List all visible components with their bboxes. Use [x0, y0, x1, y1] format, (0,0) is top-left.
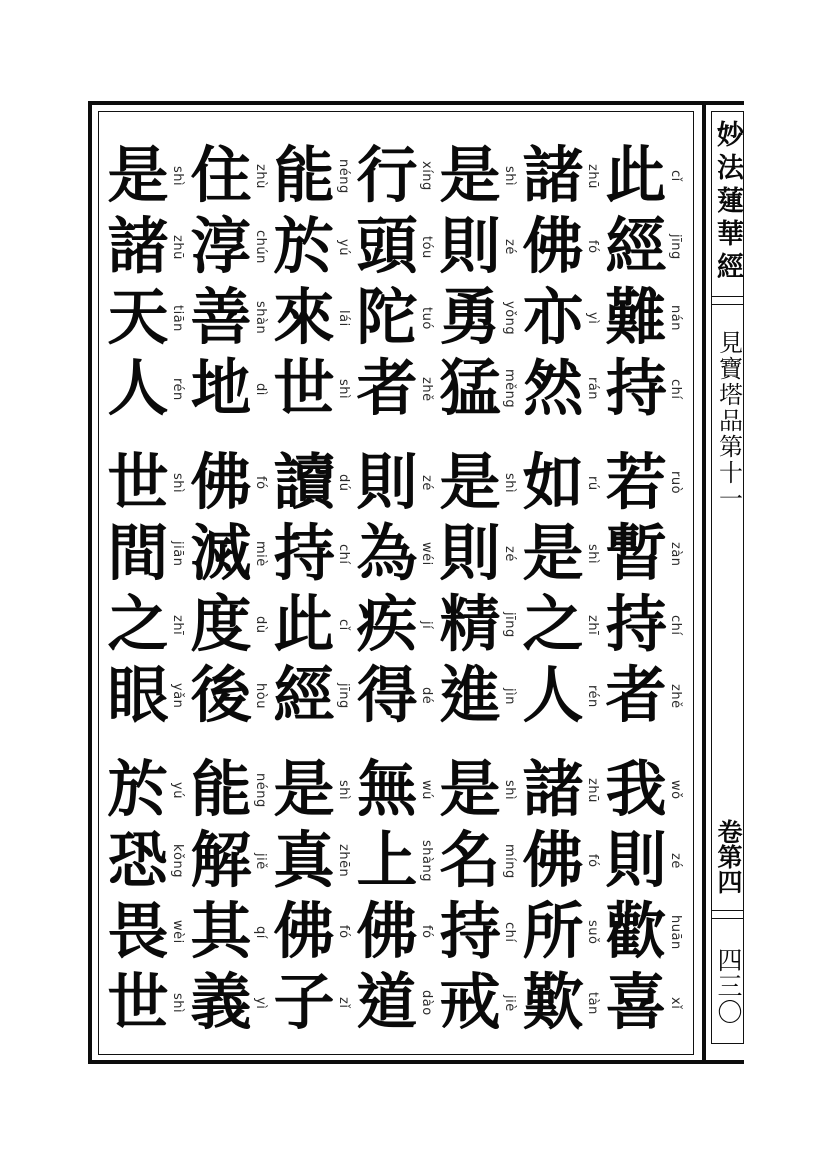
hanzi-glyph: 之: [522, 591, 584, 659]
pinyin-annotation: chí: [668, 378, 683, 400]
hanzi-glyph: 世: [273, 355, 335, 423]
pinyin-annotation: fó: [336, 925, 351, 939]
frame-top-border: [88, 101, 744, 105]
verse-character-cell: [522, 898, 602, 966]
hanzi-glyph: 善: [190, 284, 252, 352]
verse-character-cell: [522, 756, 602, 824]
verse-character-cell: [273, 142, 353, 210]
frame-left-border: [88, 101, 92, 1064]
pinyin-annotation: kǒng: [170, 844, 185, 878]
verse-column: [107, 142, 187, 423]
verse-column: [356, 449, 436, 730]
verse-character-cell: [439, 591, 519, 659]
pinyin-annotation: huān: [668, 914, 683, 950]
verse-character-cell: [522, 591, 602, 659]
hanzi-glyph: 暫: [605, 520, 667, 588]
verse-character-cell: [439, 898, 519, 966]
pinyin-annotation: jìn: [502, 687, 517, 705]
verse-character-cell: [356, 969, 436, 1037]
hanzi-glyph: 真: [273, 827, 335, 895]
pinyin-annotation: rén: [170, 377, 185, 401]
pinyin-annotation: dì: [253, 382, 268, 396]
verse-column: [356, 756, 436, 1037]
pinyin-annotation: jiān: [170, 541, 185, 567]
pinyin-annotation: yǎn: [170, 683, 185, 709]
verse-character-cell: [190, 969, 270, 1037]
pinyin-annotation: yú: [170, 781, 185, 799]
hanzi-glyph: 此: [273, 591, 335, 659]
pinyin-annotation: dú: [336, 474, 351, 492]
verse-character-cell: [439, 520, 519, 588]
pinyin-annotation: néng: [336, 158, 351, 194]
pinyin-annotation: míng: [502, 843, 517, 879]
pinyin-annotation: shì: [170, 992, 185, 1014]
sidebar-divider: [712, 910, 743, 919]
hanzi-glyph: 世: [107, 449, 169, 517]
verse-character-cell: [273, 449, 353, 517]
hanzi-glyph: 能: [273, 142, 335, 210]
pinyin-annotation: zhě: [668, 683, 683, 709]
verse-band: [107, 449, 685, 730]
verse-character-cell: [356, 591, 436, 659]
verse-character-cell: [605, 355, 685, 423]
pinyin-annotation: jí: [419, 620, 434, 630]
pinyin-annotation: tóu: [419, 235, 434, 259]
chapter-volume-section: [715, 305, 740, 910]
pinyin-annotation: chí: [336, 543, 351, 565]
verse-character-cell: [356, 898, 436, 966]
pinyin-annotation: cǐ: [668, 170, 683, 182]
verse-character-cell: [439, 969, 519, 1037]
hanzi-glyph: 喜: [605, 969, 667, 1037]
pinyin-annotation: rén: [585, 684, 600, 708]
hanzi-glyph: 間: [107, 520, 169, 588]
hanzi-glyph: 眼: [107, 662, 169, 730]
pinyin-annotation: zhù: [253, 163, 268, 189]
pinyin-annotation: chí: [502, 921, 517, 943]
verse-character-cell: [273, 355, 353, 423]
pinyin-annotation: miè: [253, 541, 268, 567]
hanzi-glyph: 戒: [439, 969, 501, 1037]
hanzi-glyph: 淳: [190, 213, 252, 281]
pinyin-annotation: shì: [502, 472, 517, 494]
verse-character-cell: [190, 591, 270, 659]
hanzi-glyph: 勇: [439, 284, 501, 352]
pinyin-annotation: wú: [419, 780, 434, 800]
hanzi-glyph: 是: [273, 756, 335, 824]
hanzi-glyph: 如: [522, 449, 584, 517]
pinyin-annotation: shì: [336, 779, 351, 801]
verse-character-cell: [605, 142, 685, 210]
verse-character-cell: [107, 142, 187, 210]
pinyin-annotation: shì: [502, 165, 517, 187]
hanzi-glyph: 子: [273, 969, 335, 1037]
hanzi-glyph: 佛: [356, 898, 418, 966]
hanzi-glyph: 是: [107, 142, 169, 210]
page-number: 四三〇: [714, 947, 741, 1025]
hanzi-glyph: 後: [190, 662, 252, 730]
verse-character-cell: [356, 520, 436, 588]
hanzi-glyph: 是: [439, 142, 501, 210]
verse-character-cell: [107, 662, 187, 730]
verse-character-cell: [439, 449, 519, 517]
hanzi-glyph: 之: [107, 591, 169, 659]
verse-character-cell: [273, 827, 353, 895]
hanzi-glyph: 持: [439, 898, 501, 966]
verse-character-cell: [522, 355, 602, 423]
verse-column: [356, 142, 436, 423]
verse-column: [273, 142, 353, 423]
hanzi-glyph: 諸: [522, 756, 584, 824]
verse-character-cell: [190, 284, 270, 352]
hanzi-glyph: 地: [190, 355, 252, 423]
hanzi-glyph: 名: [439, 827, 501, 895]
pinyin-annotation: lái: [336, 309, 351, 327]
hanzi-glyph: 持: [273, 520, 335, 588]
pinyin-annotation: zé: [668, 853, 683, 869]
pinyin-annotation: wǒ: [668, 780, 683, 800]
pinyin-annotation: suǒ: [585, 919, 600, 945]
hanzi-glyph: 道: [356, 969, 418, 1037]
verse-character-cell: [107, 756, 187, 824]
hanzi-glyph: 來: [273, 284, 335, 352]
hanzi-glyph: 者: [356, 355, 418, 423]
pinyin-annotation: shì: [170, 472, 185, 494]
pinyin-annotation: zàn: [668, 541, 683, 567]
pinyin-annotation: jīng: [668, 234, 683, 260]
sidebar-divider: [712, 296, 743, 305]
pinyin-annotation: qí: [253, 925, 268, 939]
verse-character-cell: [522, 969, 602, 1037]
verse-character-cell: [439, 142, 519, 210]
pinyin-annotation: hòu: [253, 683, 268, 709]
pinyin-annotation: xíng: [419, 161, 434, 191]
hanzi-glyph: 是: [522, 520, 584, 588]
pinyin-annotation: yǒng: [502, 300, 517, 336]
pinyin-annotation: ruò: [668, 471, 683, 495]
pinyin-annotation: tàn: [585, 991, 600, 1015]
verse-character-cell: [356, 213, 436, 281]
hanzi-glyph: 人: [522, 662, 584, 730]
hanzi-glyph: 若: [605, 449, 667, 517]
hanzi-glyph: 所: [522, 898, 584, 966]
verse-character-cell: [605, 449, 685, 517]
verse-column: [273, 756, 353, 1037]
pinyin-annotation: yì: [585, 311, 600, 325]
pinyin-annotation: yì: [253, 996, 268, 1010]
hanzi-glyph: 佛: [273, 898, 335, 966]
verse-character-cell: [107, 898, 187, 966]
verse-character-cell: [605, 969, 685, 1037]
chapter-title: 見寶塔品第十一: [714, 330, 741, 512]
verse-character-cell: [522, 284, 602, 352]
verse-character-cell: [190, 662, 270, 730]
hanzi-glyph: 佛: [190, 449, 252, 517]
hanzi-glyph: 是: [439, 449, 501, 517]
verse-character-cell: [356, 449, 436, 517]
verse-character-cell: [273, 591, 353, 659]
verse-character-cell: [605, 213, 685, 281]
pinyin-annotation: fó: [253, 476, 268, 490]
verse-character-cell: [190, 355, 270, 423]
hanzi-glyph: 經: [273, 662, 335, 730]
hanzi-glyph: 無: [356, 756, 418, 824]
verse-character-cell: [273, 969, 353, 1037]
hanzi-glyph: 義: [190, 969, 252, 1037]
verse-character-cell: [522, 827, 602, 895]
verse-character-cell: [522, 213, 602, 281]
hanzi-glyph: 進: [439, 662, 501, 730]
verse-column: [107, 756, 187, 1037]
pinyin-annotation: zhī: [585, 614, 600, 636]
verse-column: [190, 142, 270, 423]
pinyin-annotation: dé: [419, 687, 434, 705]
verse-column: [522, 142, 602, 423]
hanzi-glyph: 此: [605, 142, 667, 210]
verse-column: [605, 449, 685, 730]
verse-column: [605, 756, 685, 1037]
verse-character-cell: [356, 355, 436, 423]
verse-character-cell: [356, 756, 436, 824]
verse-character-cell: [107, 969, 187, 1037]
pinyin-annotation: zhū: [585, 777, 600, 803]
pinyin-annotation: yú: [336, 238, 351, 256]
verse-column: [107, 449, 187, 730]
verse-character-cell: [605, 662, 685, 730]
verse-character-cell: [522, 662, 602, 730]
pinyin-annotation: měng: [502, 369, 517, 409]
hanzi-glyph: 諸: [522, 142, 584, 210]
verse-character-cell: [439, 662, 519, 730]
hanzi-glyph: 歎: [522, 969, 584, 1037]
pinyin-annotation: zé: [502, 546, 517, 562]
verse-character-cell: [356, 662, 436, 730]
page-number-section: [715, 919, 740, 1043]
verse-column: [439, 142, 519, 423]
verse-column: [605, 142, 685, 423]
pinyin-annotation: rán: [585, 377, 600, 401]
pinyin-annotation: fó: [585, 854, 600, 868]
verse-character-cell: [605, 284, 685, 352]
hanzi-glyph: 滅: [190, 520, 252, 588]
hanzi-glyph: 恐: [107, 827, 169, 895]
hanzi-glyph: 天: [107, 284, 169, 352]
frame-bottom-border: [88, 1060, 744, 1064]
pinyin-annotation: zé: [502, 239, 517, 255]
verse-grid: [98, 111, 694, 1055]
verse-character-cell: [356, 284, 436, 352]
hanzi-glyph: 疾: [356, 591, 418, 659]
verse-character-cell: [439, 756, 519, 824]
verse-band: [107, 142, 685, 423]
hanzi-glyph: 諸: [107, 213, 169, 281]
book-title: 妙法蓮華經: [713, 120, 743, 285]
hanzi-glyph: 人: [107, 355, 169, 423]
pinyin-annotation: chún: [253, 230, 268, 264]
pinyin-annotation: zé: [419, 475, 434, 491]
hanzi-glyph: 能: [190, 756, 252, 824]
hanzi-glyph: 經: [605, 213, 667, 281]
verse-character-cell: [605, 898, 685, 966]
verse-character-cell: [190, 142, 270, 210]
pinyin-annotation: nán: [668, 305, 683, 331]
verse-column: [190, 449, 270, 730]
hanzi-glyph: 則: [356, 449, 418, 517]
verse-character-cell: [605, 827, 685, 895]
hanzi-glyph: 者: [605, 662, 667, 730]
hanzi-glyph: 我: [605, 756, 667, 824]
pinyin-annotation: dù: [253, 616, 268, 634]
verse-character-cell: [107, 213, 187, 281]
pinyin-annotation: jīng: [336, 683, 351, 709]
verse-character-cell: [107, 591, 187, 659]
verse-column: [439, 756, 519, 1037]
hanzi-glyph: 行: [356, 142, 418, 210]
hanzi-glyph: 則: [439, 213, 501, 281]
hanzi-glyph: 佛: [522, 827, 584, 895]
verse-column: [190, 756, 270, 1037]
verse-character-cell: [190, 213, 270, 281]
hanzi-glyph: 於: [273, 213, 335, 281]
verse-column: [439, 449, 519, 730]
pinyin-annotation: cǐ: [336, 619, 351, 631]
hanzi-glyph: 其: [190, 898, 252, 966]
verse-character-cell: [273, 213, 353, 281]
verse-column: [522, 756, 602, 1037]
verse-character-cell: [190, 827, 270, 895]
hanzi-glyph: 是: [439, 756, 501, 824]
pinyin-annotation: fó: [419, 925, 434, 939]
hanzi-glyph: 持: [605, 591, 667, 659]
pinyin-annotation: fó: [585, 240, 600, 254]
title-sidebar: [711, 111, 744, 1044]
pinyin-annotation: chí: [668, 614, 683, 636]
verse-character-cell: [107, 355, 187, 423]
verse-band: [107, 756, 685, 1037]
pinyin-annotation: tuó: [419, 306, 434, 330]
hanzi-glyph: 則: [605, 827, 667, 895]
verse-column: [522, 449, 602, 730]
hanzi-glyph: 住: [190, 142, 252, 210]
verse-character-cell: [273, 520, 353, 588]
verse-character-cell: [605, 756, 685, 824]
pinyin-annotation: zhě: [419, 376, 434, 402]
pinyin-annotation: shì: [170, 165, 185, 187]
hanzi-glyph: 然: [522, 355, 584, 423]
hanzi-glyph: 亦: [522, 284, 584, 352]
hanzi-glyph: 頭: [356, 213, 418, 281]
hanzi-glyph: 則: [439, 520, 501, 588]
pinyin-annotation: jiě: [253, 852, 268, 870]
verse-character-cell: [190, 449, 270, 517]
hanzi-glyph: 猛: [439, 355, 501, 423]
verse-character-cell: [107, 284, 187, 352]
hanzi-glyph: 度: [190, 591, 252, 659]
verse-character-cell: [522, 142, 602, 210]
verse-character-cell: [107, 449, 187, 517]
pinyin-annotation: shàng: [419, 840, 434, 882]
verse-character-cell: [605, 520, 685, 588]
pinyin-annotation: dào: [419, 990, 434, 1016]
verse-character-cell: [107, 827, 187, 895]
pinyin-annotation: zǐ: [336, 997, 351, 1009]
hanzi-glyph: 上: [356, 827, 418, 895]
pinyin-annotation: zhēn: [336, 844, 351, 878]
verse-character-cell: [273, 756, 353, 824]
pinyin-annotation: wéi: [419, 542, 434, 566]
verse-character-cell: [439, 284, 519, 352]
pinyin-annotation: zhū: [170, 234, 185, 260]
pinyin-annotation: zhū: [585, 163, 600, 189]
hanzi-glyph: 為: [356, 520, 418, 588]
hanzi-glyph: 難: [605, 284, 667, 352]
verse-character-cell: [605, 591, 685, 659]
pinyin-annotation: wèi: [170, 920, 185, 944]
pinyin-annotation: shì: [336, 378, 351, 400]
hanzi-glyph: 持: [605, 355, 667, 423]
pinyin-annotation: jīng: [502, 612, 517, 638]
hanzi-glyph: 解: [190, 827, 252, 895]
hanzi-glyph: 於: [107, 756, 169, 824]
hanzi-glyph: 陀: [356, 284, 418, 352]
verse-character-cell: [273, 662, 353, 730]
pinyin-annotation: néng: [253, 772, 268, 808]
verse-character-cell: [273, 284, 353, 352]
hanzi-glyph: 精: [439, 591, 501, 659]
verse-character-cell: [439, 355, 519, 423]
hanzi-glyph: 佛: [522, 213, 584, 281]
pinyin-annotation: shì: [502, 779, 517, 801]
pinyin-annotation: shàn: [253, 301, 268, 335]
verse-character-cell: [107, 520, 187, 588]
hanzi-glyph: 歡: [605, 898, 667, 966]
hanzi-glyph: 世: [107, 969, 169, 1037]
pinyin-annotation: xǐ: [668, 996, 683, 1010]
verse-character-cell: [190, 756, 270, 824]
volume-label: 卷第四: [714, 819, 741, 894]
pinyin-annotation: tiān: [170, 304, 185, 332]
verse-character-cell: [522, 520, 602, 588]
verse-column: [273, 449, 353, 730]
hanzi-glyph: 得: [356, 662, 418, 730]
pinyin-annotation: shì: [585, 543, 600, 565]
verse-character-cell: [439, 827, 519, 895]
pinyin-annotation: rú: [585, 475, 600, 491]
verse-character-cell: [273, 898, 353, 966]
hanzi-glyph: 讀: [273, 449, 335, 517]
pinyin-annotation: jiè: [502, 994, 517, 1012]
verse-character-cell: [522, 449, 602, 517]
verse-character-cell: [356, 827, 436, 895]
frame-right-border: [702, 101, 706, 1064]
verse-character-cell: [190, 520, 270, 588]
hanzi-glyph: 畏: [107, 898, 169, 966]
verse-character-cell: [190, 898, 270, 966]
verse-character-cell: [439, 213, 519, 281]
book-title-section: [714, 112, 741, 296]
pinyin-annotation: zhī: [170, 614, 185, 636]
verse-character-cell: [356, 142, 436, 210]
